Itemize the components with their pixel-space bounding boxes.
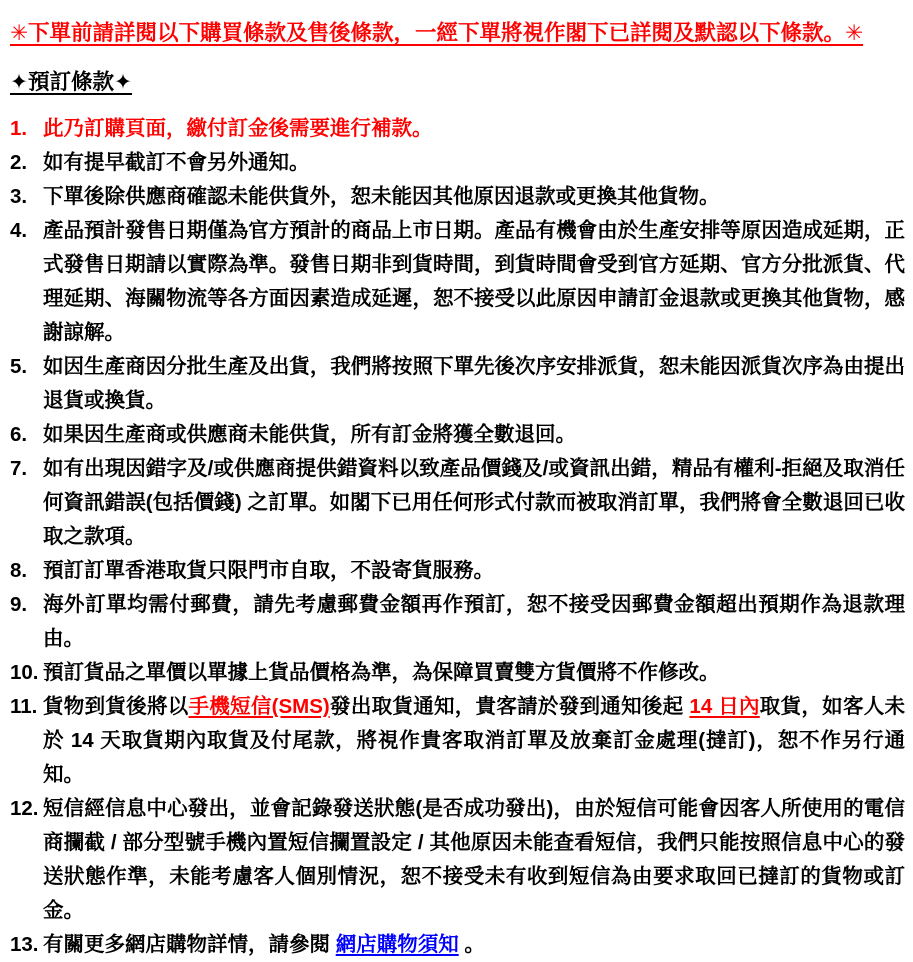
term-text-segment: 發出取貨通知，貴客請於發到通知後起 xyxy=(329,695,690,718)
term-text xyxy=(43,928,905,962)
term-number: 9. xyxy=(10,593,28,616)
term-text xyxy=(43,792,905,928)
term-number: 6. xyxy=(10,423,28,446)
term-text-segment: 如有提早截訂不會另外通知。 xyxy=(43,151,310,174)
term-item-11 xyxy=(10,690,905,792)
term-item-3 xyxy=(10,180,905,214)
term-text xyxy=(43,350,905,418)
online-shop-guide-link[interactable]: 網店購物須知 xyxy=(335,933,459,956)
term-item-5 xyxy=(10,350,905,418)
term-text-segment: 貨物到貨後將以 xyxy=(43,695,189,718)
term-text xyxy=(43,112,905,146)
term-text xyxy=(43,690,905,792)
section-heading: ✦預訂條款✦ xyxy=(10,70,133,94)
term-item-2 xyxy=(10,146,905,180)
term-text-segment: 下單後除供應商確認未能供貨外，恕未能因其他原因退款或更換其他貨物。 xyxy=(43,185,720,208)
term-item-6 xyxy=(10,418,905,452)
term-item-9 xyxy=(10,588,905,656)
term-text xyxy=(43,554,905,588)
term-text-segment: 預訂貨品之單價以單據上貨品價格為準，為保障買賣雙方貨價將不作修改。 xyxy=(43,661,720,684)
terms-list xyxy=(10,112,905,962)
term-text-segment: 有關更多網店購物詳情，請參閱 xyxy=(43,933,336,956)
term-text-segment: 海外訂單均需付郵費，請先考慮郵費金額再作預訂，恕不接受因郵費金額超出預期作為退款理由。 xyxy=(43,593,905,650)
term-text-segment: 如果因生產商或供應商未能供貨，所有訂金將獲全數退回。 xyxy=(43,423,576,446)
term-item-1 xyxy=(10,112,905,146)
term-number: 13. xyxy=(10,933,39,956)
term-item-8 xyxy=(10,554,905,588)
sms-notice-emphasis: 手機短信(SMS) xyxy=(188,695,330,718)
term-text-segment: 產品預計發售日期僅為官方預計的商品上市日期。產品有機會由於生產安排等原因造成延期，正式發售日期請以實際為準。發售日期非到貨時間，到貨時間會受到官方延期、官方分批派貨、代理延期、海關物流等各方面因素造成延遲，恕不接受以此原因申請訂金退款或更換其他貨物，感謝諒解。 xyxy=(43,219,905,344)
term-text-segment: 。 xyxy=(458,933,485,956)
term-text xyxy=(43,214,905,350)
term-item-4 xyxy=(10,214,905,350)
term-text-segment: 短信經信息中心發出，並會記錄發送狀態(是否成功發出)，由於短信可能會因客人所使用的電信商攔截 / 部分型號手機內置短信攔置設定 / 其他原因未能查看短信，我們只能按照信息中心的發送狀態作準，未能考慮客人個別情況，恕不接受未有收到短信為由要求取回已撻訂的貨物或訂金。 xyxy=(43,797,905,922)
term-item-7 xyxy=(10,452,905,554)
term-number: 5. xyxy=(10,355,28,378)
term-number: 8. xyxy=(10,559,28,582)
term-item-10 xyxy=(10,656,905,690)
term-text xyxy=(43,146,905,180)
pickup-deadline-emphasis: 14 日內 xyxy=(689,695,760,718)
term-text xyxy=(43,656,905,690)
term-number: 3. xyxy=(10,185,28,208)
term-text-segment: 此乃訂購頁面，繳付訂金後需要進行補款。 xyxy=(43,117,433,140)
term-number: 2. xyxy=(10,151,28,174)
term-text-segment: 取貨，如客人未於 14 天取貨期內取貨及付尾款，將視作貴客取消訂單及放棄訂金處理(撻訂)，恕不作另行通知。 xyxy=(43,695,906,786)
term-text xyxy=(43,452,905,554)
term-text xyxy=(43,180,905,214)
term-text xyxy=(43,418,905,452)
term-text-segment: 如有出現因錯字及/或供應商提供錯資料以致產品價錢及/或資訊出錯，精品有權利-拒絕及取消任何資訊錯誤(包括價錢) 之訂單。如閣下已用任何形式付款而被取消訂單，我們將會全數退回已收取之款項。 xyxy=(43,457,905,548)
term-number: 4. xyxy=(10,219,28,242)
term-item-12 xyxy=(10,792,905,928)
term-number: 11. xyxy=(10,695,38,718)
term-number: 7. xyxy=(10,457,28,480)
term-number: 1. xyxy=(10,117,28,140)
term-text-segment: 預訂訂單香港取貨只限門市自取，不設寄貨服務。 xyxy=(43,559,494,582)
term-text xyxy=(43,588,905,656)
term-number: 12. xyxy=(10,797,39,820)
term-number: 10. xyxy=(10,661,39,684)
term-text-segment: 如因生產商因分批生產及出貨，我們將按照下單先後次序安排派貨，恕未能因派貨次序為由提出退貨或換貨。 xyxy=(43,355,905,412)
pre-order-warning: ✳下單前請詳閱以下購買條款及售後條款，一經下單將視作閣下已詳閱及默認以下條款。✳ xyxy=(10,21,864,45)
term-item-13 xyxy=(10,928,905,962)
